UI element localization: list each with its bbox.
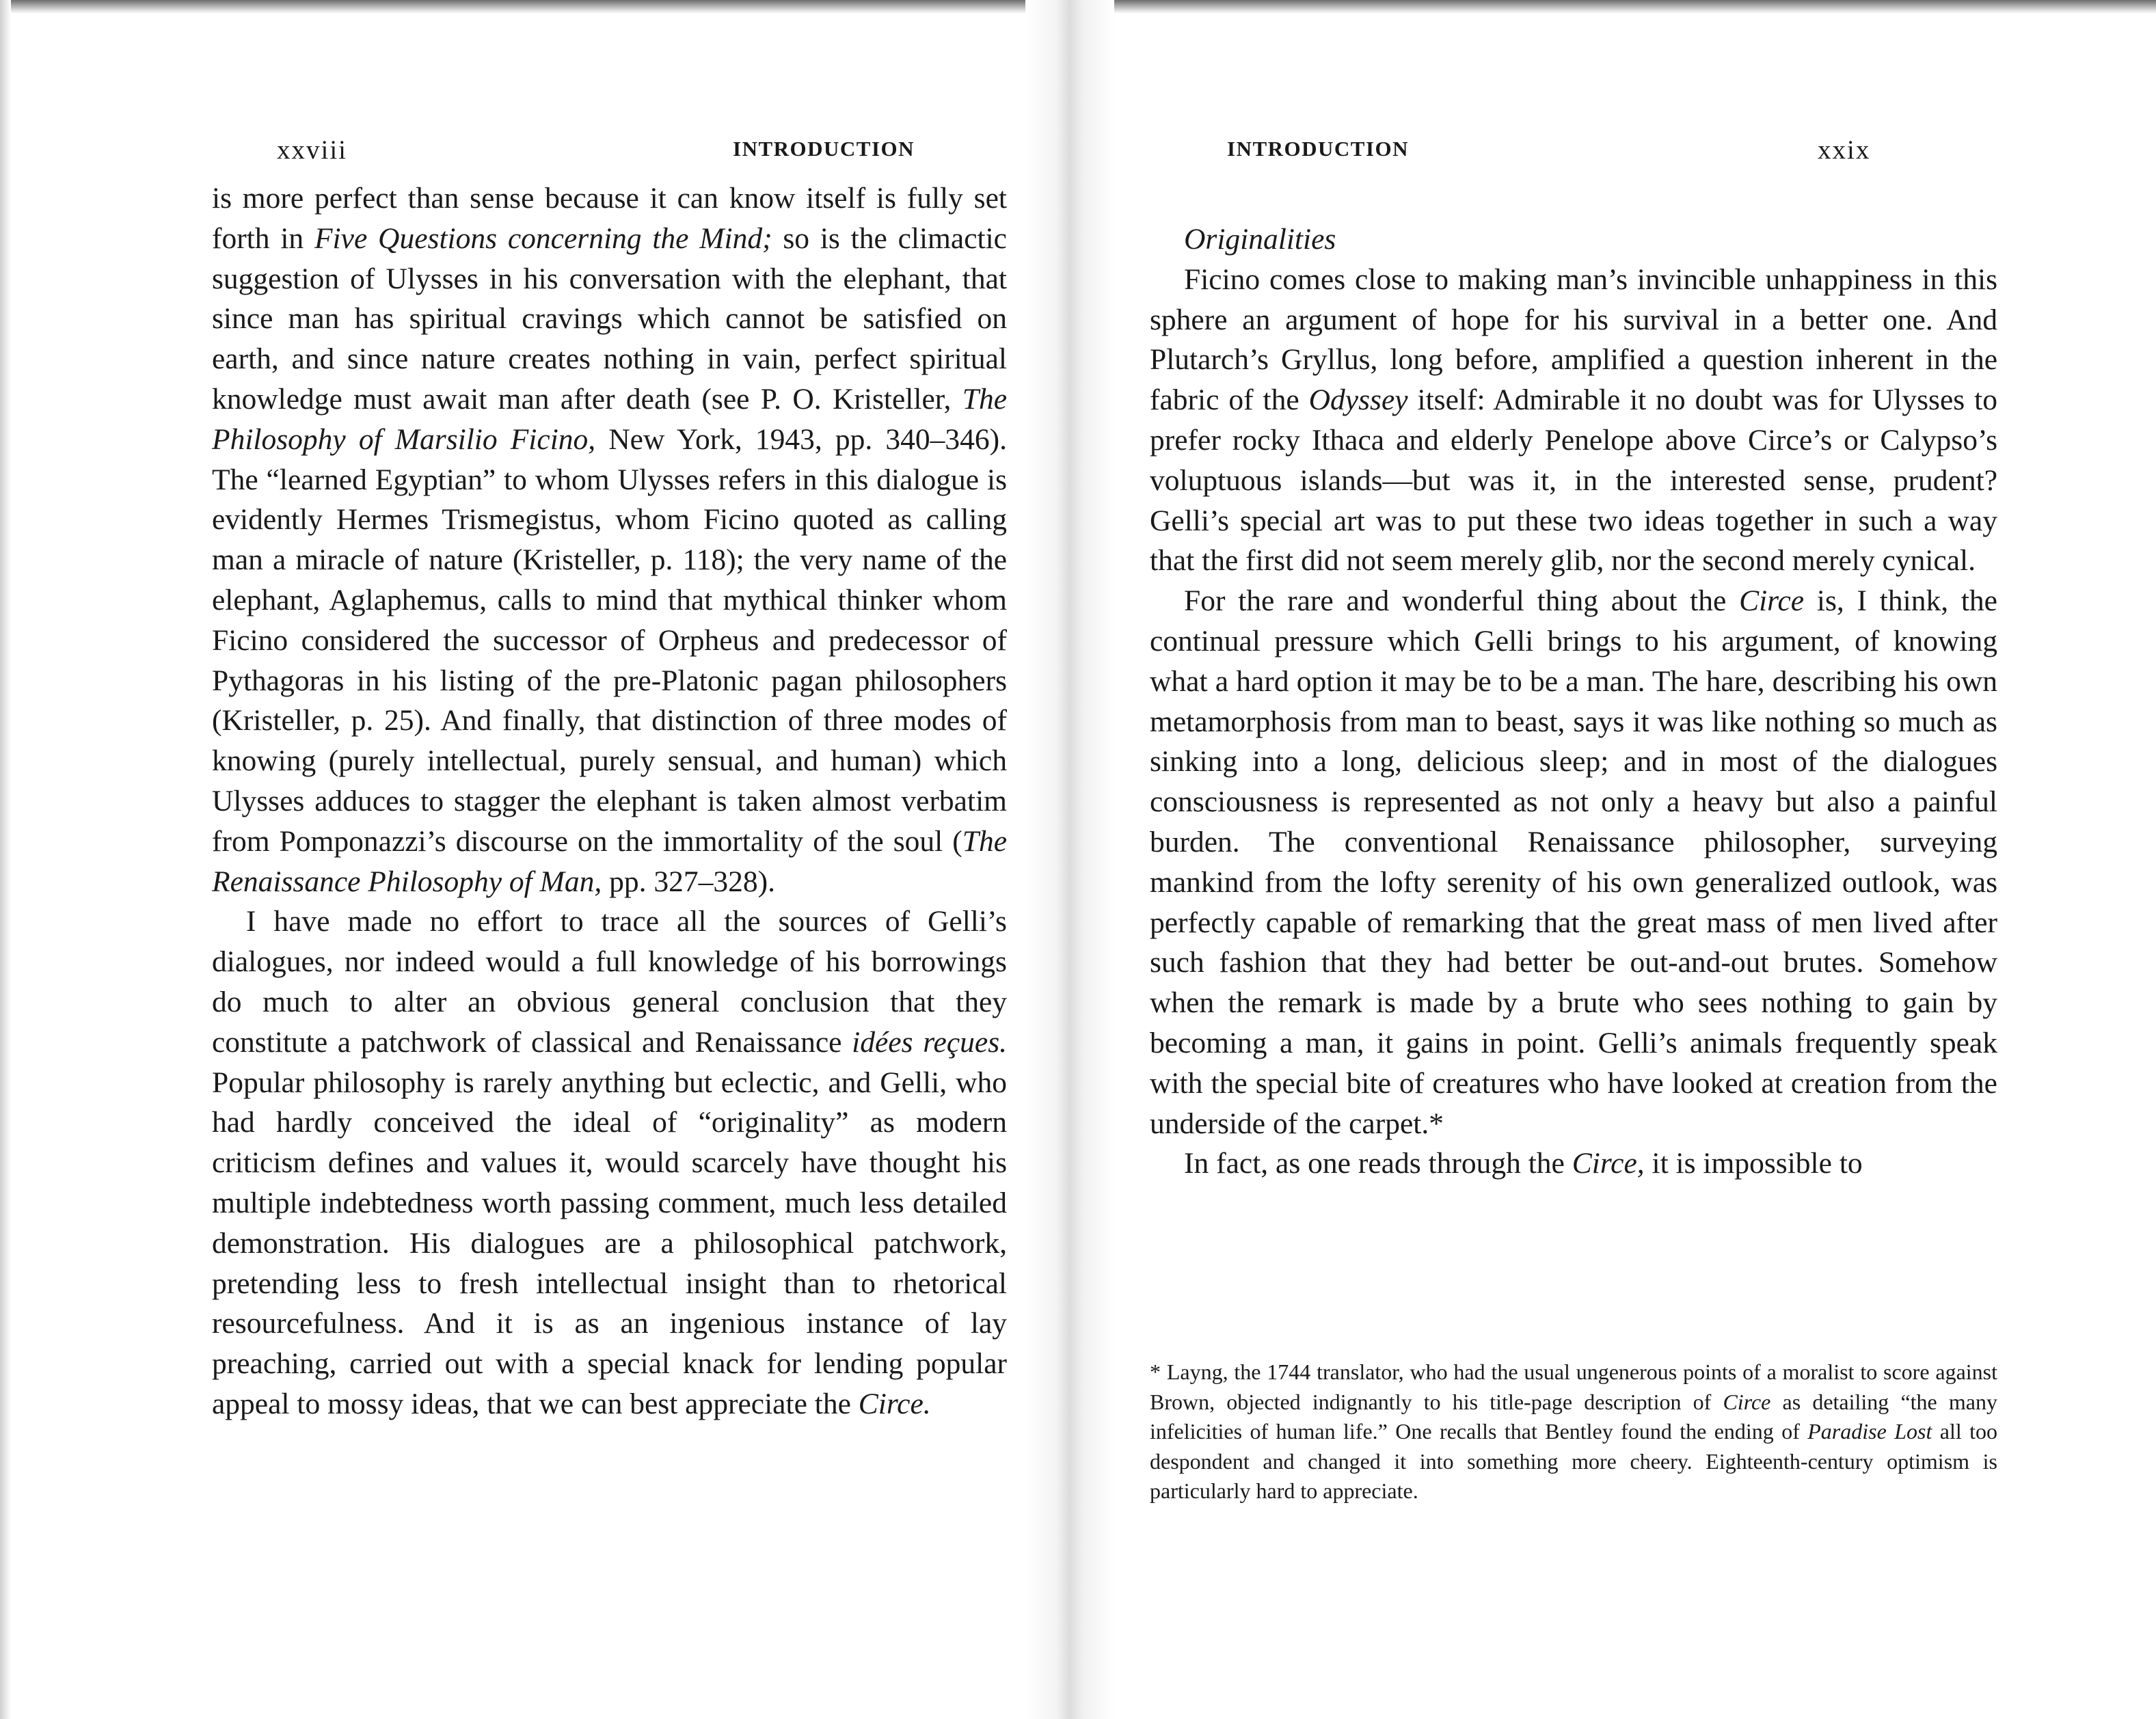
italic-text: Five Questions concerning the Mind;	[314, 221, 772, 255]
paragraph	[1150, 1143, 1997, 1184]
footnote	[1150, 1357, 1997, 1506]
paragraph	[212, 178, 1007, 902]
paragraph	[212, 902, 1007, 1424]
text-run: is more perfect than sense because it can know itself is fully set forth in	[212, 182, 1007, 255]
text-run: Popular philosophy is rarely anything but eclectic, and Gelli, who had hardly conceived the ideal of “originality” as modern criticism defines and values it, would scarcely have thought his multiple indebtedness worth passing comment, much less detailed demonstration. His dialogues are a philosophical patchwork, pretending less to fresh intellectual insight than to rhetorical resourcefulness. And it is as an ingenious instance of lay preaching, carried out with a special knack for lending popular appeal to mossy ideas, that we can best appreciate the	[212, 1066, 1007, 1420]
text-run: it is impossible to	[1644, 1147, 1863, 1180]
italic-text: The Renaissance Philosophy of Man,	[212, 824, 1007, 898]
italic-text: Circe,	[1572, 1147, 1645, 1180]
left-running-head: INTRODUCTION	[733, 137, 915, 161]
text-run: all too despondent and changed it into something more cheery. Eighteenth-century optimism is particularly hard to appreciate.	[1150, 1419, 1998, 1503]
italic-text: Circe	[1739, 584, 1805, 618]
text-run: For the rare and wonderful thing about the	[1184, 584, 1740, 618]
right-running-head: INTRODUCTION	[1227, 137, 1410, 161]
italic-text: The Philosophy of Marsilio Ficino,	[212, 382, 1007, 456]
italic-text: Odyssey	[1308, 383, 1408, 417]
paragraph	[1150, 260, 1997, 581]
text-run: Ficino comes close to making man’s invincible unhappiness in this sphere an argument of hope for his survival in a better one. And Plutarch’s Gryllus, long before, amplified a question inherent in the fabric of the	[1150, 262, 1997, 417]
right-body-text	[1150, 219, 1997, 1184]
text-run: itself: Admirable it no doubt was for Ulysses to prefer rocky Ithaca and elderly Penelope above Circe’s or Calypso’s voluptuous islands—but was it, in the interested sense, prudent? Gelli’s special art was to put these two ideas together in such a way that the first did not seem merely glib, nor the second merely cynical.	[1150, 383, 1997, 578]
right-page	[1080, 0, 2156, 1719]
left-page-number: xxviii	[277, 135, 348, 165]
text-run: I have made no effort to trace all the sources of Gelli’s dialogues, nor indeed would a full knowledge of his borrowings do much to alter an obvious general conclusion that they constitute a patchwork of classical and Renaissance	[212, 905, 1007, 1059]
text-run: as detailing “the many infelicities of human life.” One recalls that Bentley found the ending of	[1150, 1389, 1998, 1444]
section-heading: Originalities	[1184, 223, 1336, 256]
italic-text: idées reçues.	[852, 1025, 1007, 1059]
text-run: is, I think, the continual pressure which Gelli brings to his argument, of knowing what a hard option it may be to be a man. The hare, describing his own metamorphosis from man to beast, says it was like nothing so much as sinking into a long, delicious sleep; and in most of the dialogues consciousness is represented as not only a heavy but also a painful burden. The conventional Renaissance philosopher, surveying mankind from the lofty serenity of his own generalized outlook, was perfectly capable of remarking that the great mass of men lived after such fashion that they had better be out-and-out brutes. Somehow when the remark is made by a brute who sees nothing to gain by becoming a man, it gains in point. Gelli’s animals frequently speak with the special bite of creatures who have looked at creation from the underside of the carpet.*	[1150, 584, 1997, 1140]
italic-text: Paradise Lost	[1807, 1419, 1932, 1444]
text-run: so is the climactic suggestion of Ulysses in his conversation with the elephant, that since man has spiritual cravings which cannot be satisfied on earth, and since nature creates nothing in vain, perfect spiritual knowledge must await man after death (see P. O. Kristeller,	[212, 221, 1007, 416]
paragraph	[1150, 581, 1997, 1143]
left-page	[0, 0, 1066, 1719]
text-run: In fact, as one reads through the	[1184, 1147, 1572, 1180]
text-run: * Layng, the 1744 translator, who had the usual ungenerous points of a moralist to score against Brown, objected indignantly to his title-page description of	[1150, 1359, 1997, 1414]
right-page-number: xxix	[1818, 135, 1871, 165]
text-run: New York, 1943, pp. 340–346). The “learned Egyptian” to whom Ulysses refers in this dialogue is evidently Hermes Trismegistus, whom Ficino quoted as calling man a miracle of nature (Kristeller, p. 118); the very name of the elephant, Aglaphemus, calls to mind that mythical thinker whom Ficino considered the successor of Orpheus and predecessor of Pythagoras in his listing of the pre-Platonic pagan philosophers (Kristeller, p. 25). And finally, that distinction of three modes of knowing (purely intellectual, purely sensual, and human) which Ulysses adduces to stagger the elephant is taken almost verbatim from Pomponazzi’s discourse on the immortality of the soul (	[212, 422, 1007, 858]
text-run: pp. 327–328).	[602, 865, 775, 898]
italic-text: Circe.	[858, 1387, 931, 1420]
left-body-text	[212, 178, 1007, 1424]
italic-text: Circe	[1723, 1389, 1771, 1414]
